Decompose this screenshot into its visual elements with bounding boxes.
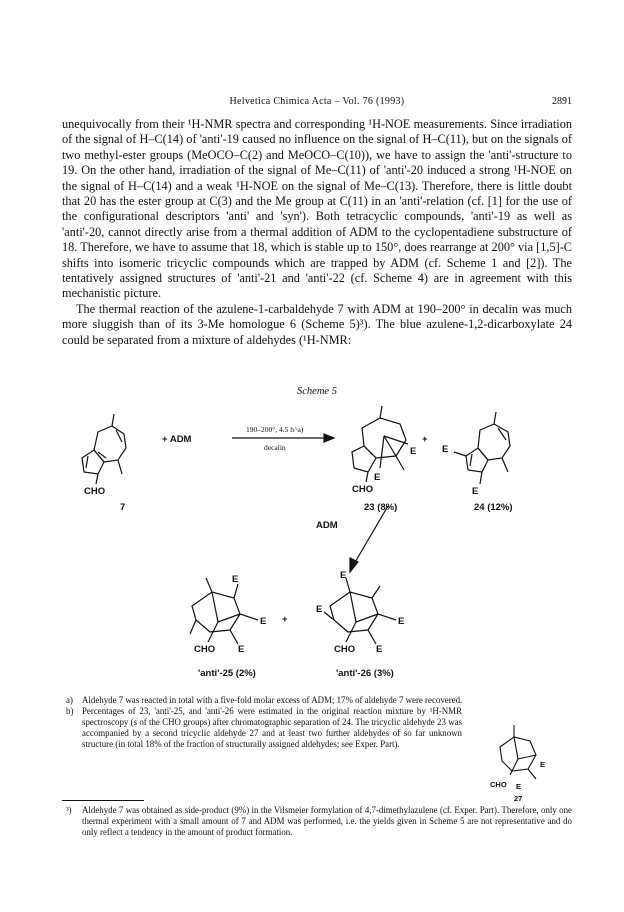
footnote-a-text: Aldehyde 7 was reacted in total with a five-fold molar excess of ADM; 17% of aldehyde 7 were recovered. [82,695,463,705]
structure-anti-25 [190,578,258,644]
structure-23 [352,406,408,482]
conditions-top: 190–200°, 4.5 h^a) [246,425,304,434]
atom-e-25c: E [238,644,245,655]
footnotes [62,695,572,803]
structure-anti-26 [324,578,396,644]
atom-cho-26: CHO [334,644,356,655]
label-7: 7 [120,502,126,513]
page-number: 2891 [552,96,572,107]
atom-e-26c: E [398,616,405,627]
atom-e-27b: E [516,782,522,791]
atom-e-26d: E [376,644,383,655]
footnote-a [62,695,572,706]
atom-e-26a: E [340,570,347,581]
reagent-label: + ADM [162,434,192,445]
atom-e-27a: E [540,760,546,769]
footnote-rule [62,800,144,801]
atom-e-25b: E [260,616,267,627]
conditions-bottom: decalin [264,443,286,452]
structure-24 [454,412,510,484]
atom-cho-7: CHO [84,486,106,497]
atom-e-23a: E [374,472,381,483]
scheme-drawing [62,386,572,686]
label-27: 27 [514,794,523,803]
plus-sign-1: + [422,434,428,445]
paragraph-2: The thermal reaction of the azulene-1-carbaldehyde 7 with ADM at 190–200° in decalin was much more sluggish than of its 3-Me homologue 6 (Scheme 5)³). The blue azulene-1,2-dicarboxylate 24 could be separated from a mixture of aldehydes (¹H-NMR: [62,301,572,347]
footnote-3-text: Aldehyde 7 was obtained as side-product (9%) in the Vilsmeier formylation of 4,7-dimethylazulene (cf. Exper. Part). Therefore, only one thermal experiment with a small amount of 7 and ADM was performed, i.e. the yields given in Scheme 5 are not representative and do only reflect a tendency in the amount of product formation. [82,805,572,838]
plus-sign-2: + [282,614,288,625]
atom-e-25a: E [232,574,239,585]
footnote-3-mark: ³) [66,805,72,815]
label-anti-25: 'anti'-25 (2%) [198,668,256,679]
footnote-3 [62,805,572,838]
atom-e-24b: E [472,486,479,497]
label-23: 23 (8%) [364,502,398,513]
label-24: 24 (12%) [474,502,513,513]
body-text [62,117,572,348]
atom-cho-27: CHO [490,780,507,789]
atom-cho-25: CHO [194,644,216,655]
scheme-title: Scheme 5 [297,386,337,397]
footnote-a-mark: a) [66,695,73,705]
scheme-5 [62,386,572,686]
atom-cho-23: CHO [352,484,374,495]
label-anti-26: 'anti'-26 (3%) [336,668,394,679]
step2-reagent: ADM [316,520,338,531]
atom-e-23b: E [410,446,417,457]
footnote-b-mark: b) [66,706,74,717]
structure-7 [82,414,126,484]
atom-e-24a: E [442,444,449,455]
atom-e-26b: E [316,604,323,615]
paragraph-1: unequivocally from their ¹H-NMR spectra and corresponding ¹H-NOE measurements. Since irradiation of the signal of H–C(14) of 'anti'-19 caused no influence on the signal of H–C(11), but on the signals of two methyl-ester groups (MeOCO–C(2) and MeOCO–C(10)), we have to assign the 'anti'-structure to 19. On the other hand, irradiation of the signal of Me–C(11) of 'anti'-20 induced a strong ¹H-NOE on the signal of H–C(14) and a weak ¹H-NOE on the signal of Me–C(13). Therefore, there is little doubt that 20 has the ester group at C(3) and the Me group at C(11) in an 'anti'-relation (cf. [1] for the use of the configurational descriptors 'anti' and 'syn'). Both tetracyclic compounds, 'anti'-19 as well as 'anti'-20, cannot directly arise from a thermal addition of ADM to the cyclopentadiene substructure of 18. Therefore, we have to assume that 18, which is stable up to 150°, does rearrange at 200° via [1,5]-C shifts into isomeric tricyclic compounds which are trapped by ADM (cf. Scheme 1 and [2]). The tentatively assigned structures of 'anti'-21 and 'anti'-22 (cf. Scheme 4) are in agreement with this mechanistic picture. [62,117,572,301]
footnote-b [62,706,462,750]
footnote-3-body [62,805,572,838]
journal-title: Helvetica Chimica Acta – Vol. 76 (1993) [229,96,405,107]
footnote-b-text: Percentages of 23, 'anti'-25, and 'anti'-26 were estimated in the original reaction mixture by ¹H-NMR spectroscopy (s of the CHO groups) after chromatographic separation of 24. The tricyclic aldehyde 23 was accompanied by a second tricyclic aldehyde 27 and at least two further aldehydes of so far unknown structure (in total 18% of the fraction of structurally assigned aldehydes; see Exper. Part). [82,706,462,750]
structure-27 [470,717,570,803]
